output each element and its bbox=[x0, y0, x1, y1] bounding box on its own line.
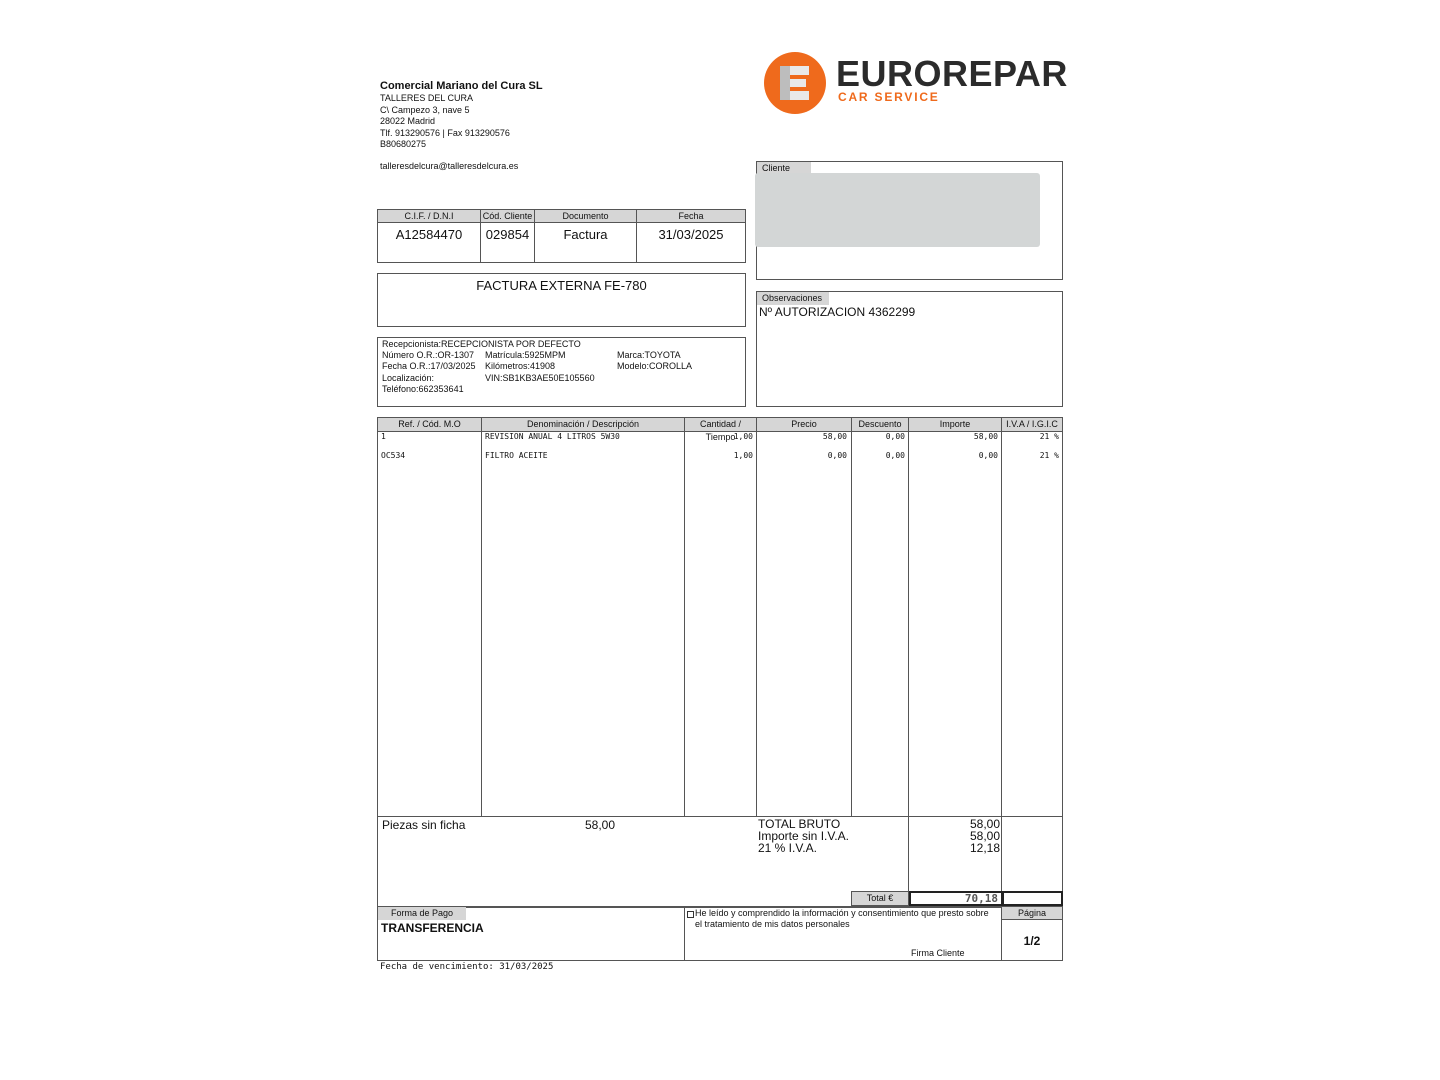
row-1-price: 58,00 bbox=[822, 432, 847, 441]
document-value: Factura bbox=[563, 227, 608, 242]
net-amount-value: 58,00 bbox=[969, 829, 1000, 843]
totals-area bbox=[377, 816, 1063, 908]
phone: Teléfono:662353641 bbox=[382, 384, 464, 394]
logo-brand-text: EUROREPAR bbox=[836, 53, 1068, 94]
parts-label: Piezas sin ficha bbox=[382, 818, 466, 832]
client-code-header: Cód. Cliente bbox=[482, 211, 533, 221]
client-signature-label: Firma Cliente bbox=[911, 948, 965, 958]
cif-header: C.I.F. / D.N.I bbox=[378, 210, 480, 223]
company-line: C\ Campezo 3, nave 5 bbox=[380, 104, 470, 115]
invoice-title-box bbox=[377, 273, 746, 327]
client-box bbox=[756, 161, 1063, 280]
quantity-header: Cantidad / Tiempo bbox=[685, 418, 756, 432]
logo-sub-text: CAR SERVICE bbox=[838, 90, 940, 104]
company-line: TALLERES DEL CURA bbox=[380, 93, 474, 103]
company-line: Tlf. 913290576 | Fax 913290576 bbox=[380, 127, 510, 138]
client-redacted-area bbox=[755, 173, 1040, 247]
divider bbox=[684, 907, 685, 960]
discount-header: Descuento bbox=[852, 418, 908, 432]
vat-label: 21 % I.V.A. bbox=[758, 841, 817, 855]
order-date: Fecha O.R.:17/03/2025 bbox=[382, 361, 476, 371]
quantity-column bbox=[685, 418, 757, 816]
row-2-discount: 0,00 bbox=[885, 451, 905, 460]
document-header: Documento bbox=[535, 210, 636, 223]
total-gross-label: TOTAL BRUTO bbox=[758, 817, 841, 831]
discount-column bbox=[852, 418, 909, 816]
page-value: 1/2 bbox=[1023, 934, 1041, 948]
total-iva-cell bbox=[1002, 891, 1063, 906]
vat-value: 12,18 bbox=[969, 841, 1000, 855]
model: Modelo:COROLLA bbox=[617, 361, 693, 371]
row-2-iva: 21 % bbox=[1039, 451, 1059, 460]
row-2-description: FILTRO ACEITE bbox=[485, 451, 548, 460]
document-column bbox=[535, 210, 637, 262]
description-column bbox=[482, 418, 685, 816]
total-gross-value: 58,00 bbox=[969, 817, 1000, 831]
document-id-table bbox=[377, 209, 746, 263]
company-name: Comercial Mariano del Cura SL bbox=[380, 80, 543, 92]
row-1-ref: 1 bbox=[381, 432, 386, 441]
vin: VIN:SB1KB3AE50E105560 bbox=[485, 373, 595, 383]
row-1-quantity: 1,00 bbox=[733, 432, 753, 441]
ref-header: Ref. / Cód. M.O bbox=[378, 418, 481, 432]
company-line: B80680275 bbox=[380, 139, 427, 149]
receptionist: Recepcionista:RECEPCIONISTA POR DEFECTO bbox=[382, 339, 581, 349]
iva-header: I.V.A / I.G.I.C bbox=[1002, 418, 1062, 432]
ref-column bbox=[378, 418, 482, 816]
observations-text: Nº AUTORIZACION 4362299 bbox=[759, 305, 916, 319]
consent-text: He leído y comprendido la información y consentimiento que presto sobre el tratamiento de mis datos personales bbox=[695, 908, 989, 929]
plate: Matrícula:5925MPM bbox=[485, 350, 566, 360]
row-2-amount: 0,00 bbox=[978, 451, 998, 460]
consent-checkbox[interactable] bbox=[687, 911, 694, 918]
company-block bbox=[380, 80, 543, 151]
row-1-discount: 0,00 bbox=[885, 432, 905, 441]
order-info-box bbox=[377, 337, 746, 407]
net-amount-label: Importe sin I.V.A. bbox=[758, 829, 849, 843]
client-label: Cliente bbox=[757, 162, 811, 175]
amount-column bbox=[909, 418, 1002, 816]
cif-column bbox=[378, 210, 481, 262]
row-1-description: REVISION ANUAL 4 LITROS 5W30 bbox=[485, 432, 620, 441]
row-2-price: 0,00 bbox=[827, 451, 847, 460]
client-code-value: 029854 bbox=[485, 227, 530, 242]
row-2-quantity: 1,00 bbox=[733, 451, 753, 460]
iva-column bbox=[1002, 418, 1062, 816]
client-code-column bbox=[481, 210, 535, 262]
company-line: 28022 Madrid bbox=[380, 116, 436, 126]
row-1-amount: 58,00 bbox=[973, 432, 998, 441]
observations-box bbox=[756, 291, 1063, 407]
date-value: 31/03/2025 bbox=[658, 227, 724, 242]
observations-label: Observaciones bbox=[757, 292, 829, 305]
row-2-ref: OC534 bbox=[381, 451, 406, 460]
description-header: Denominación / Descripción bbox=[482, 418, 684, 432]
eurorepar-logo bbox=[762, 50, 1068, 116]
price-column bbox=[757, 418, 852, 816]
kilometers: Kilómetros:41908 bbox=[485, 361, 556, 371]
payment-method-value: TRANSFERENCIA bbox=[381, 921, 484, 935]
page-label: Página bbox=[1002, 907, 1062, 920]
parts-value: 58,00 bbox=[585, 818, 616, 832]
footer-box bbox=[377, 906, 1063, 961]
location: Localización: bbox=[382, 373, 435, 383]
order-number: Número O.R.:OR-1307 bbox=[382, 350, 475, 360]
amount-header: Importe bbox=[909, 418, 1001, 432]
date-header: Fecha bbox=[637, 210, 745, 223]
items-table bbox=[377, 417, 1063, 817]
total-label: Total € bbox=[851, 891, 909, 906]
company-email: talleresdelcura@talleresdelcura.es bbox=[380, 161, 519, 171]
date-column bbox=[637, 210, 745, 262]
total-value: 70,18 bbox=[909, 891, 1003, 906]
price-header: Precio bbox=[757, 418, 851, 432]
brand: Marca:TOYOTA bbox=[617, 350, 681, 360]
invoice-title: FACTURA EXTERNA FE-780 bbox=[476, 278, 647, 293]
cif-value: A12584470 bbox=[395, 227, 463, 242]
eurorepar-logo-icon bbox=[762, 50, 828, 116]
due-date: Fecha de vencimiento: 31/03/2025 bbox=[380, 962, 554, 972]
row-1-iva: 21 % bbox=[1039, 432, 1059, 441]
payment-method-label: Forma de Pago bbox=[378, 907, 466, 920]
